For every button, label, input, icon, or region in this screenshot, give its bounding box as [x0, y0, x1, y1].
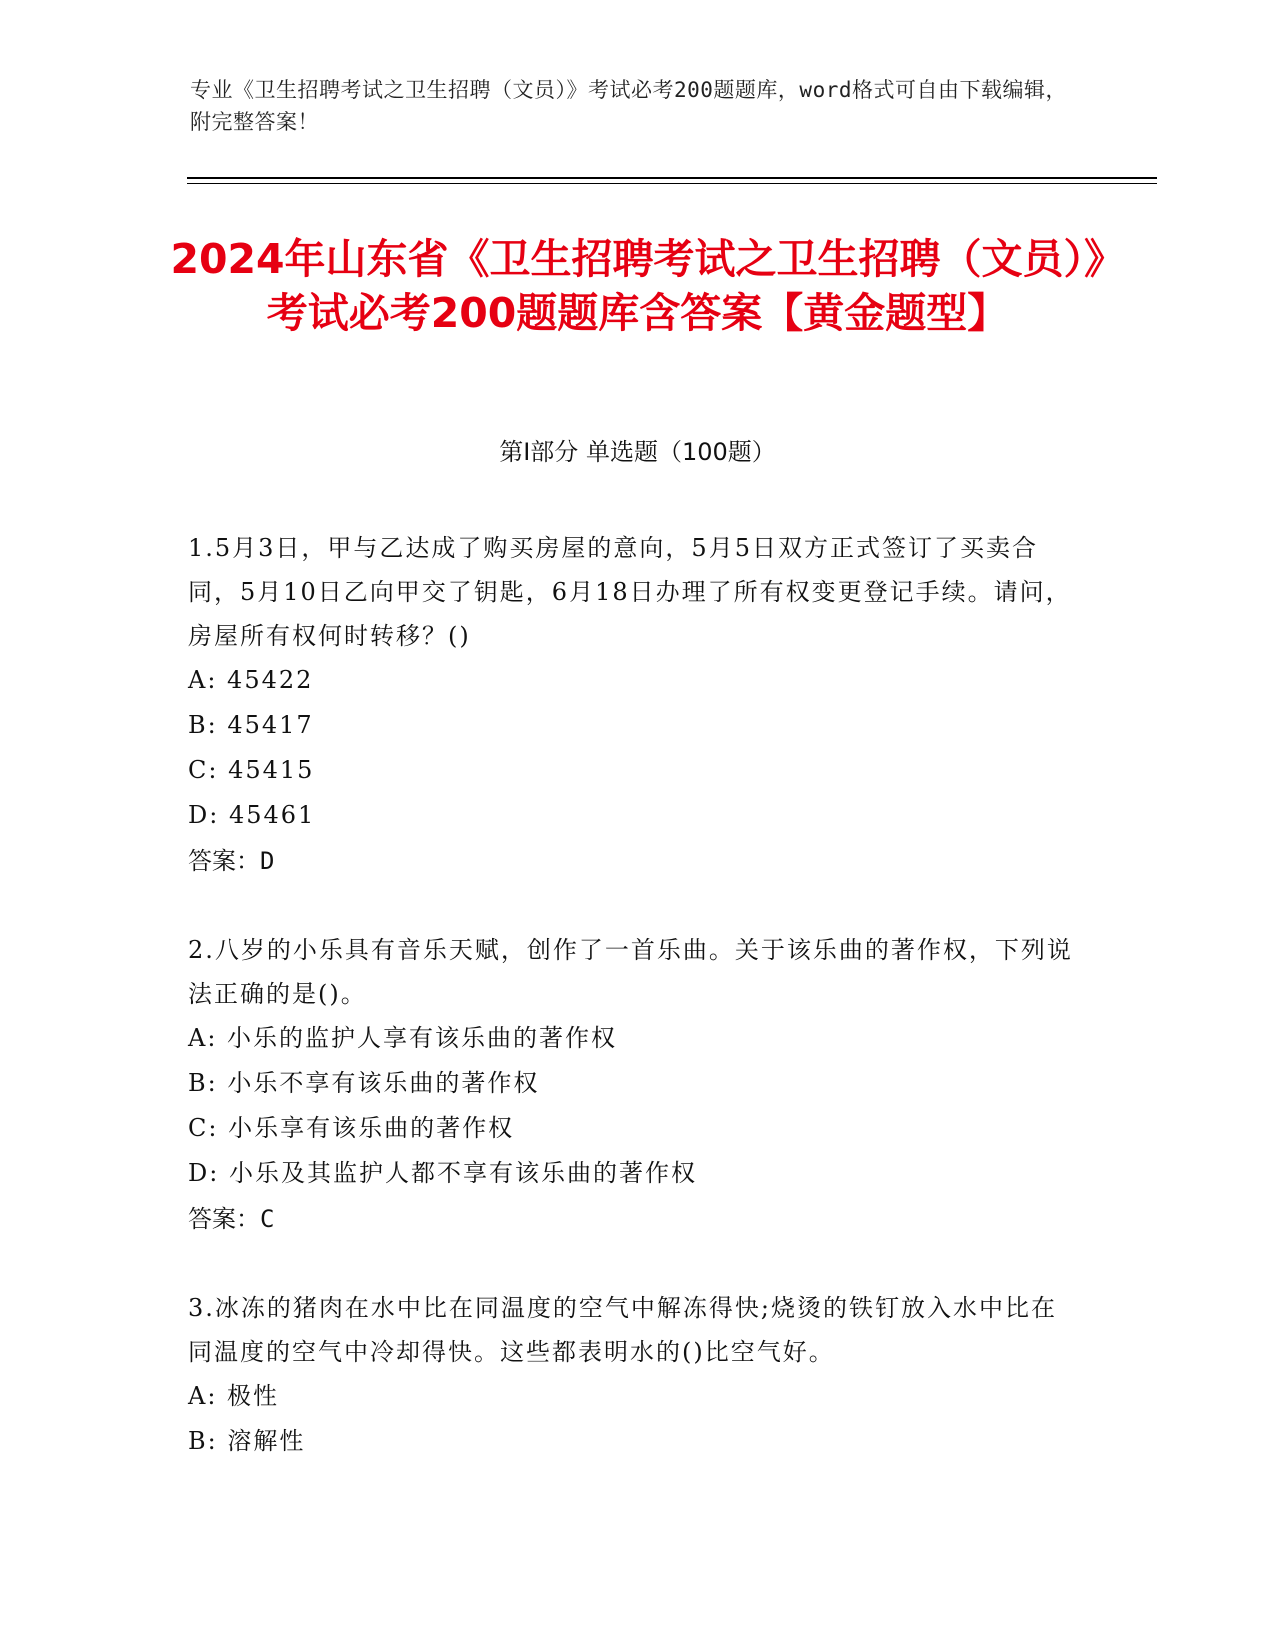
option-c: C: 45415 [188, 756, 315, 784]
question-stem: 2.八岁的小乐具有音乐天赋，创作了一首乐曲。关于该乐曲的著作权，下列说法正确的是()。 [188, 936, 1073, 1008]
section-title: 第Ⅰ部分 单选题（100题） [499, 438, 776, 466]
header-divider-thick [187, 177, 1157, 179]
option-b: B: 45417 [188, 711, 314, 739]
option-d: D: 45461 [188, 801, 316, 829]
header-divider-thin [187, 183, 1157, 184]
question-2 [188, 928, 1078, 1242]
answer: 答案：D [188, 847, 275, 875]
option-a: A: 45422 [188, 666, 314, 694]
option-b: B: 溶解性 [188, 1427, 306, 1455]
question-stem: 3.冰冻的猪肉在水中比在同温度的空气中解冻得快;烧烫的铁钉放入水中比在同温度的空气中冷却得快。这些都表明水的()比空气好。 [188, 1294, 1057, 1366]
question-3 [188, 1286, 1078, 1464]
header-note: 专业《卫生招聘考试之卫生招聘（文员）》考试必考200题题库，word格式可自由下载编辑，附完整答案！ [190, 78, 1067, 134]
option-c: C: 小乐享有该乐曲的著作权 [188, 1114, 515, 1142]
question-stem: 1.5月3日，甲与乙达成了购买房屋的意向，5月5日双方正式签订了买卖合同，5月10日乙向甲交了钥匙，6月18日办理了所有权变更登记手续。请问，房屋所有权何时转移？() [188, 534, 1072, 650]
question-list [188, 526, 1078, 1508]
question-1 [188, 526, 1078, 884]
answer: 答案：C [188, 1205, 275, 1233]
option-b: B: 小乐不享有该乐曲的著作权 [188, 1069, 540, 1097]
option-a: A: 极性 [188, 1382, 280, 1410]
option-d: D: 小乐及其监护人都不享有该乐曲的著作权 [188, 1159, 697, 1187]
option-a: A: 小乐的监护人享有该乐曲的著作权 [188, 1024, 618, 1052]
document-title: 2024年山东省《卫生招聘考试之卫生招聘（文员）》考试必考200题题库含答案【黄金题型】 [170, 235, 1105, 337]
